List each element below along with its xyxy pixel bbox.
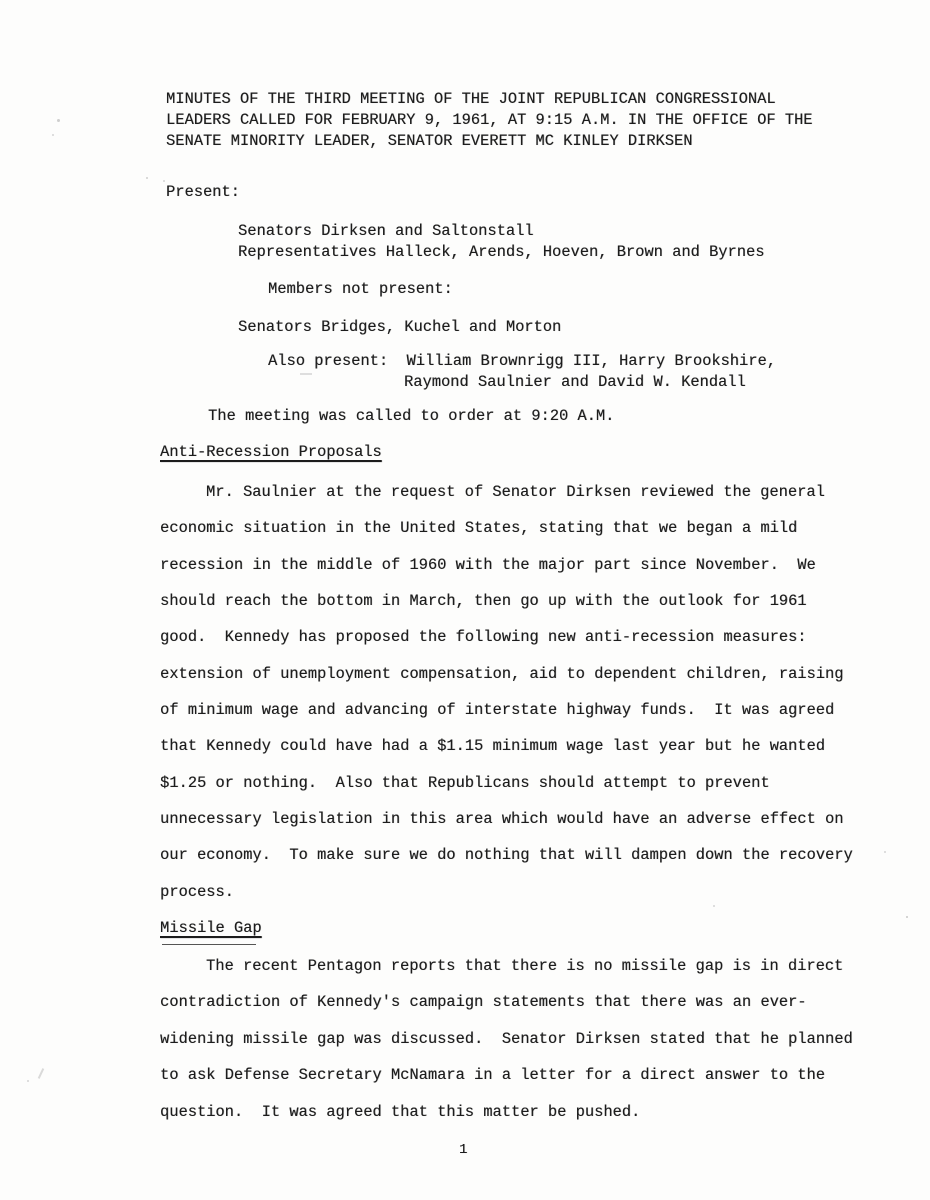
body-line: economic situation in the United States, stating that we began a mild [160,519,798,537]
body-line: should reach the bottom in March, then go up with the outlook for 1961 [160,592,807,610]
scan-speck [884,851,886,853]
body-line: process. [160,883,234,901]
body-line: unnecessary legislation in this area which would have an adverse effect on [160,810,844,828]
body-line: good. Kennedy has proposed the following new anti-recession measures: [160,628,807,646]
present-label: Present: [166,183,240,201]
body-line: widening missile gap was discussed. Senator Dirksen stated that he planned [160,1030,853,1048]
body-line: $1.25 or nothing. Also that Republicans should attempt to prevent [160,774,770,792]
body-line: that Kennedy could have had a $1.15 minimum wage last year but he wanted [160,737,825,755]
page-number: 1 [459,1142,468,1158]
doc-title-line-3: SENATE MINORITY LEADER, SENATOR EVERETT MC KINLEY DIRKSEN [166,132,693,150]
call-to-order-line: The meeting was called to order at 9:20 A.M. [208,407,615,425]
attendee-line-2: Representatives Halleck, Arends, Hoeven, Brown and Byrnes [238,243,765,261]
also-present-continuation: Raymond Saulnier and David W. Kendall [404,373,746,391]
body-line: question. It was agreed that this matter be pushed. [160,1103,641,1121]
body-line: Mr. Saulnier at the request of Senator Dirksen reviewed the general [206,483,825,501]
not-present-line: Senators Bridges, Kuchel and Morton [238,318,562,336]
scan-speck [300,373,312,375]
not-present-label: Members not present: [268,280,453,298]
doc-title-line-2: LEADERS CALLED FOR FEBRUARY 9, 1961, AT 9:15 A.M. IN THE OFFICE OF THE [166,111,813,129]
scan-speck [163,180,165,182]
section-heading-anti-recession: Anti-Recession Proposals [160,443,382,461]
scan-speck [906,916,908,918]
also-present-line: Also present: William Brownrigg III, Harry Brookshire, [268,352,776,370]
scan-speck [146,177,148,179]
attendee-line-1: Senators Dirksen and Saltonstall [238,222,534,240]
scan-speck [52,134,54,136]
body-line: to ask Defense Secretary McNamara in a letter for a direct answer to the [160,1066,825,1084]
body-line: extension of unemployment compensation, aid to dependent children, raising [160,665,844,683]
scan-speck [713,905,715,907]
body-line: recession in the middle of 1960 with the major part since November. We [160,556,816,574]
body-line: contradiction of Kennedy's campaign statements that there was an ever- [160,993,807,1011]
scan-speck [27,1080,29,1082]
body-line: of minimum wage and advancing of interstate highway funds. It was agreed [160,701,835,719]
scan-speck [38,1068,44,1079]
body-line: our economy. To make sure we do nothing that will dampen down the recovery [160,846,853,864]
doc-title-line-1: MINUTES OF THE THIRD MEETING OF THE JOINT REPUBLICAN CONGRESSIONAL [166,90,776,108]
body-line: The recent Pentagon reports that there is no missile gap is in direct [206,957,844,975]
section-heading-missile-gap: Missile Gap [160,919,262,937]
scan-speck [57,119,60,122]
